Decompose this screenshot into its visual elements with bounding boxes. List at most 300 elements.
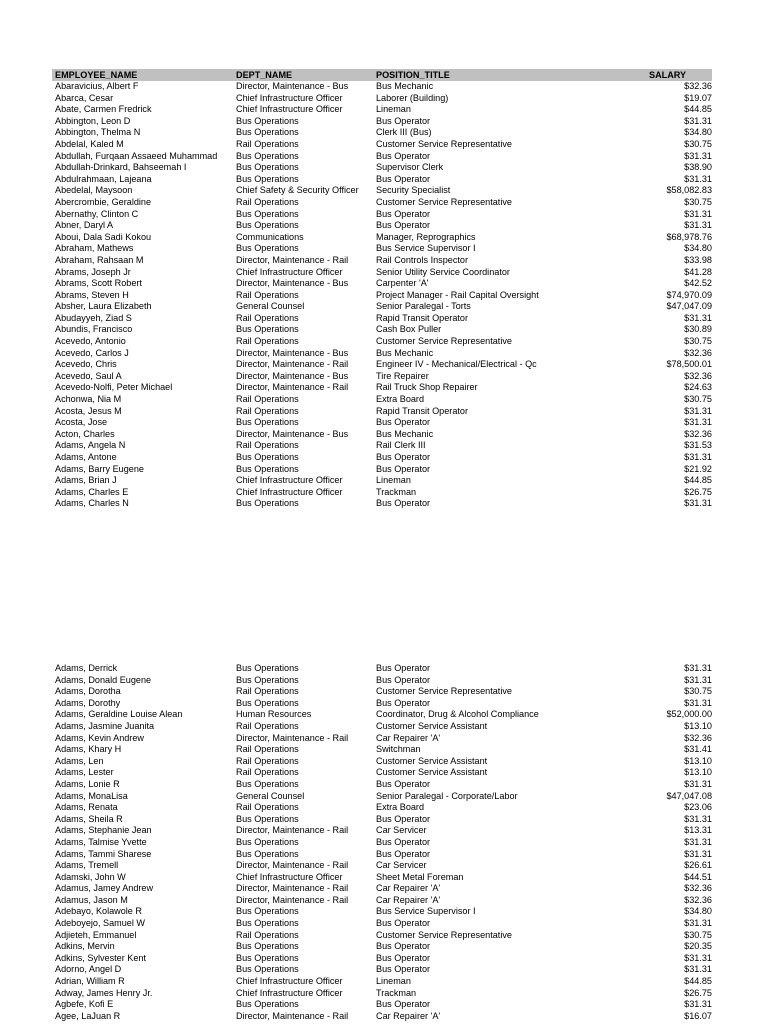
salary-cell: $31.31: [684, 405, 712, 416]
employee-name-cell: Adams, Kevin Andrew: [55, 732, 144, 743]
position-title-cell: Car Repairer 'A': [376, 883, 441, 894]
dept-name-cell: Director, Maintenance - Rail: [236, 254, 349, 265]
salary-cell: $47,047.09: [666, 301, 712, 312]
dept-name-cell: Rail Operations: [236, 289, 299, 300]
table-row: [52, 744, 712, 756]
table-row: [52, 999, 712, 1011]
dept-name-cell: Bus Operations: [236, 778, 299, 789]
table-row: [52, 475, 712, 487]
employee-name-cell: Adeboyejo, Samuel W: [55, 918, 145, 929]
position-title-cell: Trackman: [376, 486, 417, 497]
employee-name-cell: Adkins, Sylvester Kent: [55, 952, 146, 963]
position-title-cell: Bus Operator: [376, 498, 431, 509]
employee-name-cell: Agee, LaJuan R: [55, 1010, 121, 1021]
dept-name-cell: Rail Operations: [236, 929, 299, 940]
table-row: [52, 964, 712, 976]
position-title-cell: Customer Service Representative: [376, 196, 512, 207]
salary-cell: $31.31: [684, 918, 712, 929]
dept-name-cell: Director, Maintenance - Rail: [236, 359, 349, 370]
dept-name-cell: Rail Operations: [236, 336, 299, 347]
dept-name-cell: Director, Maintenance - Rail: [236, 382, 349, 393]
dept-name-cell: Bus Operations: [236, 964, 299, 975]
employee-name-cell: Abudayyeh, Ziad S: [55, 312, 132, 323]
table-row: [52, 278, 712, 290]
salary-cell: $31.41: [684, 744, 712, 755]
position-title-cell: Car Repairer 'A': [376, 894, 441, 905]
salary-cell: $23.06: [684, 802, 712, 813]
table-row: [52, 825, 712, 837]
dept-name-cell: Bus Operations: [236, 220, 299, 231]
table-row: [52, 116, 712, 128]
dept-name-cell: General Counsel: [236, 301, 305, 312]
employee-name-cell: Adams, Lester: [55, 767, 114, 778]
table-row: [52, 220, 712, 232]
salary-cell: $31.31: [684, 964, 712, 975]
position-title-cell: Customer Service Assistant: [376, 720, 488, 731]
salary-cell: $31.31: [684, 674, 712, 685]
table-row: [52, 906, 712, 918]
dept-name-cell: Bus Operations: [236, 324, 299, 335]
employee-name-cell: Adams, Tammi Sharese: [55, 848, 152, 859]
table-block-2: [52, 663, 712, 1022]
employee-name-cell: Abner, Daryl A: [55, 220, 114, 231]
dept-name-cell: Rail Operations: [236, 802, 299, 813]
position-title-cell: Car Servicer: [376, 825, 427, 836]
employee-name-cell: Abdullah-Drinkard, Bahseemah I: [55, 162, 187, 173]
dept-name-cell: General Counsel: [236, 790, 305, 801]
position-title-cell: Bus Mechanic: [376, 428, 434, 439]
dept-name-cell: Bus Operations: [236, 663, 299, 673]
position-title-cell: Customer Service Assistant: [376, 767, 488, 778]
dept-name-cell: Chief Infrastructure Officer: [236, 92, 343, 103]
position-title-cell: Engineer IV - Mechanical/Electrical - Qc: [376, 359, 537, 370]
dept-name-cell: Rail Operations: [236, 138, 299, 149]
salary-cell: $32.36: [684, 894, 712, 905]
employee-name-cell: Acosta, Jose: [55, 417, 108, 428]
position-title-cell: Bus Operator: [376, 463, 431, 474]
employee-name-cell: Abernathy, Clinton C: [55, 208, 139, 219]
dept-name-cell: Rail Operations: [236, 312, 299, 323]
table-row: [52, 93, 712, 105]
dept-name-cell: Communications: [236, 231, 304, 242]
employee-name-cell: Abrams, Steven H: [55, 289, 129, 300]
salary-cell: $31.31: [684, 220, 712, 231]
salary-cell: $32.36: [684, 732, 712, 743]
position-title-cell: Customer Service Representative: [376, 336, 512, 347]
employee-name-cell: Adamus, Jamey Andrew: [55, 883, 154, 894]
dept-name-cell: Rail Operations: [236, 686, 299, 697]
employee-name-cell: Abdelal, Kaled M: [55, 138, 124, 149]
employee-name-cell: Adams, Talmise Yvette: [55, 836, 147, 847]
table-row: [52, 686, 712, 698]
dept-name-cell: Rail Operations: [236, 755, 299, 766]
position-title-cell: Project Manager - Rail Capital Oversight: [376, 289, 539, 300]
salary-cell: $31.31: [684, 150, 712, 161]
position-title-cell: Bus Operator: [376, 848, 431, 859]
table-row: [52, 417, 712, 429]
salary-cell: $44.85: [684, 475, 712, 486]
salary-cell: $31.31: [684, 173, 712, 184]
table-block-1: [52, 69, 712, 510]
position-title-cell: Senior Paralegal - Corporate/Labor: [376, 790, 518, 801]
table-row: [52, 930, 712, 942]
table-row: [52, 197, 712, 209]
position-title-cell: Customer Service Representative: [376, 929, 512, 940]
position-title-cell: Senior Utility Service Coordinator: [376, 266, 510, 277]
table-row: [52, 232, 712, 244]
table-row: [52, 675, 712, 687]
table-row: [52, 663, 712, 675]
dept-name-cell: Bus Operations: [236, 941, 299, 952]
employee-name-cell: Acton, Charles: [55, 428, 115, 439]
employee-name-cell: Abraham, Mathews: [55, 243, 134, 254]
employee-name-cell: Aboui, Dala Sadi Kokou: [55, 231, 152, 242]
dept-name-cell: Rail Operations: [236, 744, 299, 755]
salary-cell: $30.75: [684, 336, 712, 347]
employee-name-cell: Abbington, Thelma N: [55, 127, 141, 138]
position-title-cell: Bus Operator: [376, 208, 431, 219]
salary-cell: $74,970.09: [666, 289, 712, 300]
table-row: [52, 185, 712, 197]
dept-name-cell: Bus Operations: [236, 162, 299, 173]
employee-name-cell: Abarca, Cesar: [55, 92, 114, 103]
table-row: [52, 359, 712, 371]
dept-name-cell: Bus Operations: [236, 150, 299, 161]
dept-name-cell: Chief Infrastructure Officer: [236, 266, 343, 277]
salary-cell: $30.75: [684, 929, 712, 940]
position-title-cell: Bus Operator: [376, 836, 431, 847]
position-title-cell: Customer Service Representative: [376, 686, 512, 697]
salary-cell: $78,500.01: [666, 359, 712, 370]
dept-name-cell: Director, Maintenance - Rail: [236, 825, 349, 836]
table-row: [52, 918, 712, 930]
employee-name-cell: Adams, Derrick: [55, 663, 118, 673]
table-row: [52, 709, 712, 721]
table-row: [52, 756, 712, 768]
table-row: [52, 440, 712, 452]
employee-name-cell: Acevedo-Nolfi, Peter Michael: [55, 382, 173, 393]
position-title-cell: Bus Operator: [376, 941, 431, 952]
dept-name-cell: Director, Maintenance - Rail: [236, 860, 349, 871]
table-row: [52, 394, 712, 406]
salary-cell: $34.80: [684, 127, 712, 138]
salary-cell: $58,082.83: [666, 185, 712, 196]
employee-name-cell: Acevedo, Carlos J: [55, 347, 129, 358]
employee-name-cell: Adams, Dorothy: [55, 697, 121, 708]
table-row: [52, 243, 712, 255]
dept-name-cell: Chief Infrastructure Officer: [236, 976, 343, 987]
salary-cell: $31.31: [684, 312, 712, 323]
position-title-cell: Bus Operator: [376, 964, 431, 975]
dept-name-cell: Bus Operations: [236, 813, 299, 824]
table-row: [52, 301, 712, 313]
position-title-cell: Bus Operator: [376, 452, 431, 462]
salary-cell: $31.31: [684, 836, 712, 847]
employee-name-cell: Adams, Tremell: [55, 860, 119, 871]
employee-name-cell: Adams, Charles N: [55, 498, 129, 509]
dept-name-cell: Chief Infrastructure Officer: [236, 987, 343, 998]
salary-cell: $31.31: [684, 697, 712, 708]
position-title-cell: Bus Operator: [376, 663, 431, 673]
table-row: [52, 860, 712, 872]
header-salary: SALARY: [649, 70, 687, 80]
salary-cell: $42.52: [684, 278, 712, 289]
employee-name-cell: Abdulrahmaan, Lajeana: [55, 173, 152, 184]
salary-cell: $68,978.76: [666, 231, 712, 242]
table-row: [52, 139, 712, 151]
dept-name-cell: Bus Operations: [236, 999, 299, 1010]
dept-name-cell: Director, Maintenance - Rail: [236, 1010, 349, 1021]
salary-cell: $31.31: [684, 208, 712, 219]
salary-cell: $26.61: [684, 860, 712, 871]
position-title-cell: Bus Operator: [376, 952, 431, 963]
salary-cell: $30.75: [684, 686, 712, 697]
dept-name-cell: Bus Operations: [236, 417, 299, 428]
employee-name-cell: Abaravicius, Albert F: [55, 81, 139, 91]
salary-cell: $38.90: [684, 162, 712, 173]
table-row: [52, 382, 712, 394]
position-title-cell: Lineman: [376, 475, 411, 486]
employee-name-cell: Adams, Renata: [55, 802, 118, 813]
position-title-cell: Bus Operator: [376, 674, 431, 685]
salary-cell: $44.85: [684, 976, 712, 987]
position-title-cell: Bus Operator: [376, 697, 431, 708]
dept-name-cell: Director, Maintenance - Rail: [236, 894, 349, 905]
table-row: [52, 953, 712, 965]
position-title-cell: Customer Service Representative: [376, 138, 512, 149]
position-title-cell: Bus Service Supervisor I: [376, 243, 476, 254]
employee-name-cell: Abate, Carmen Fredrick: [55, 104, 152, 115]
dept-name-cell: Director, Maintenance - Bus: [236, 278, 349, 289]
dept-name-cell: Bus Operations: [236, 127, 299, 138]
table-row: [52, 267, 712, 279]
salary-cell: $41.28: [684, 266, 712, 277]
table-row: [52, 814, 712, 826]
dept-name-cell: Bus Operations: [236, 463, 299, 474]
header-position-title: POSITION_TITLE: [376, 70, 450, 80]
position-title-cell: Bus Operator: [376, 778, 431, 789]
dept-name-cell: Director, Maintenance - Bus: [236, 81, 349, 91]
position-title-cell: Rapid Transit Operator: [376, 405, 468, 416]
employee-name-cell: Adorno, Angel D: [55, 964, 122, 975]
position-title-cell: Rail Clerk III: [376, 440, 426, 451]
salary-cell: $32.36: [684, 370, 712, 381]
employee-name-cell: Abraham, Rahsaan M: [55, 254, 144, 265]
employee-name-cell: Achonwa, Nia M: [55, 394, 122, 405]
position-title-cell: Supervisor Clerk: [376, 162, 444, 173]
table-row: [52, 209, 712, 221]
salary-cell: $31.31: [684, 999, 712, 1010]
table-row: [52, 883, 712, 895]
salary-cell: $44.85: [684, 104, 712, 115]
salary-cell: $24.63: [684, 382, 712, 393]
position-title-cell: Rapid Transit Operator: [376, 312, 468, 323]
employee-name-cell: Adams, Charles E: [55, 486, 129, 497]
position-title-cell: Bus Operator: [376, 999, 431, 1010]
table-row: [52, 487, 712, 499]
salary-cell: $31.31: [684, 498, 712, 509]
table-row: [52, 290, 712, 302]
position-title-cell: Rail Truck Shop Repairer: [376, 382, 478, 393]
salary-cell: $20.35: [684, 941, 712, 952]
table-row: [52, 162, 712, 174]
position-title-cell: Security Specialist: [376, 185, 451, 196]
dept-name-cell: Director, Maintenance - Bus: [236, 370, 349, 381]
employee-name-cell: Acevedo, Antonio: [55, 336, 126, 347]
dept-name-cell: Director, Maintenance - Rail: [236, 732, 349, 743]
salary-cell: $31.31: [684, 663, 712, 673]
position-title-cell: Bus Operator: [376, 918, 431, 929]
salary-cell: $31.31: [684, 778, 712, 789]
position-title-cell: Extra Board: [376, 394, 425, 405]
employee-name-cell: Acosta, Jesus M: [55, 405, 122, 416]
table-row: [52, 733, 712, 745]
position-title-cell: Bus Operator: [376, 173, 431, 184]
table-row: [52, 791, 712, 803]
table-row: [52, 802, 712, 814]
dept-name-cell: Rail Operations: [236, 720, 299, 731]
position-title-cell: Car Servicer: [376, 860, 427, 871]
table-row: [52, 779, 712, 791]
position-title-cell: Clerk III (Bus): [376, 127, 432, 138]
position-title-cell: Senior Paralegal - Torts: [376, 301, 471, 312]
dept-name-cell: Bus Operations: [236, 243, 299, 254]
employee-name-cell: Adkins, Mervin: [55, 941, 115, 952]
salary-cell: $13.31: [684, 825, 712, 836]
position-title-cell: Bus Mechanic: [376, 347, 434, 358]
salary-cell: $19.07: [684, 92, 712, 103]
dept-name-cell: Chief Infrastructure Officer: [236, 475, 343, 486]
dept-name-cell: Bus Operations: [236, 848, 299, 859]
position-title-cell: Car Repairer 'A': [376, 732, 441, 743]
salary-cell: $13.10: [684, 720, 712, 731]
salary-cell: $31.31: [684, 115, 712, 126]
position-title-cell: Tire Repairer: [376, 370, 429, 381]
dept-name-cell: Bus Operations: [236, 697, 299, 708]
employee-name-cell: Abundis, Francisco: [55, 324, 133, 335]
employee-name-cell: Abrams, Scott Robert: [55, 278, 142, 289]
employee-name-cell: Abbington, Leon D: [55, 115, 131, 126]
salary-cell: $13.10: [684, 767, 712, 778]
position-title-cell: Laborer (Building): [376, 92, 449, 103]
table-row: [52, 371, 712, 383]
employee-name-cell: Adebayo, Kolawole R: [55, 906, 142, 917]
salary-cell: $13.10: [684, 755, 712, 766]
dept-name-cell: Rail Operations: [236, 440, 299, 451]
dept-name-cell: Bus Operations: [236, 452, 299, 462]
employee-name-cell: Adams, Sheila R: [55, 813, 123, 824]
dept-name-cell: Bus Operations: [236, 836, 299, 847]
salary-cell: $30.75: [684, 138, 712, 149]
table-row: [52, 1011, 712, 1023]
position-title-cell: Bus Operator: [376, 417, 431, 428]
employee-name-cell: Adams, Lonie R: [55, 778, 120, 789]
salary-cell: $26.75: [684, 987, 712, 998]
position-title-cell: Trackman: [376, 987, 417, 998]
dept-name-cell: Rail Operations: [236, 394, 299, 405]
employee-name-cell: Absher, Laura Elizabeth: [55, 301, 152, 312]
position-title-cell: Bus Operator: [376, 115, 431, 126]
employee-name-cell: Adams, Dorotha: [55, 686, 121, 697]
table-row: [52, 698, 712, 710]
dept-name-cell: Chief Infrastructure Officer: [236, 486, 343, 497]
salary-cell: $52,000.00: [666, 709, 712, 720]
position-title-cell: Customer Service Assistant: [376, 755, 488, 766]
salary-cell: $32.36: [684, 81, 712, 91]
salary-cell: $16.07: [684, 1010, 712, 1021]
salary-cell: $31.31: [684, 848, 712, 859]
dept-name-cell: Bus Operations: [236, 173, 299, 184]
employee-name-cell: Acevedo, Chris: [55, 359, 117, 370]
employee-name-cell: Adway, James Henry Jr.: [55, 987, 153, 998]
salary-cell: $32.36: [684, 428, 712, 439]
table-row: [52, 498, 712, 510]
employee-name-cell: Adamus, Jason M: [55, 894, 128, 905]
employee-name-cell: Abdullah, Furqaan Assaeed Muhammad: [55, 150, 218, 161]
table-row: [52, 151, 712, 163]
table-row: [52, 872, 712, 884]
employee-name-cell: Adrian, William R: [55, 976, 125, 987]
position-title-cell: Bus Mechanic: [376, 81, 434, 91]
table-row: [52, 976, 712, 988]
table-row: [52, 941, 712, 953]
dept-name-cell: Bus Operations: [236, 906, 299, 917]
position-title-cell: Bus Operator: [376, 220, 431, 231]
employee-name-cell: Acevedo, Saul A: [55, 370, 122, 381]
salary-cell: $34.80: [684, 243, 712, 254]
employee-name-cell: Adams, Donald Eugene: [55, 674, 152, 685]
salary-cell: $31.31: [684, 813, 712, 824]
position-title-cell: Lineman: [376, 104, 411, 115]
position-title-cell: Carpenter 'A': [376, 278, 429, 289]
position-title-cell: Bus Operator: [376, 150, 431, 161]
header-dept-name: DEPT_NAME: [236, 70, 293, 80]
position-title-cell: Coordinator, Drug & Alcohol Compliance: [376, 709, 539, 720]
dept-name-cell: Human Resources: [236, 709, 312, 720]
table-row: [52, 174, 712, 186]
salary-cell: $26.75: [684, 486, 712, 497]
dept-name-cell: Bus Operations: [236, 918, 299, 929]
salary-cell: $31.31: [684, 452, 712, 462]
salary-cell: $30.75: [684, 196, 712, 207]
employee-name-cell: Adams, Khary H: [55, 744, 122, 755]
header-employee-name: EMPLOYEE_NAME: [55, 70, 138, 80]
table-row: [52, 849, 712, 861]
dept-name-cell: Chief Safety & Security Officer: [236, 185, 359, 196]
dept-name-cell: Rail Operations: [236, 767, 299, 778]
salary-cell: $21.92: [684, 463, 712, 474]
dept-name-cell: Bus Operations: [236, 498, 299, 509]
employee-name-cell: Adams, MonaLisa: [55, 790, 128, 801]
dept-name-cell: Chief Infrastructure Officer: [236, 871, 343, 882]
table-row: [52, 895, 712, 907]
table-row: [52, 104, 712, 116]
salary-cell: $31.31: [684, 952, 712, 963]
employee-name-cell: Abedelal, Maysoon: [55, 185, 133, 196]
table-row: [52, 313, 712, 325]
dept-name-cell: Bus Operations: [236, 674, 299, 685]
table-row: [52, 324, 712, 336]
table-row: [52, 837, 712, 849]
salary-cell: $32.36: [684, 883, 712, 894]
position-title-cell: Switchman: [376, 744, 421, 755]
salary-cell: $31.31: [684, 417, 712, 428]
employee-name-cell: Agbefe, Kofi E: [55, 999, 114, 1010]
table-row: [52, 406, 712, 418]
employee-name-cell: Adams, Geraldine Louise Alean: [55, 709, 183, 720]
employee-name-cell: Adams, Stephanie Jean: [55, 825, 152, 836]
employee-name-cell: Adjieteh, Emmanuel: [55, 929, 137, 940]
